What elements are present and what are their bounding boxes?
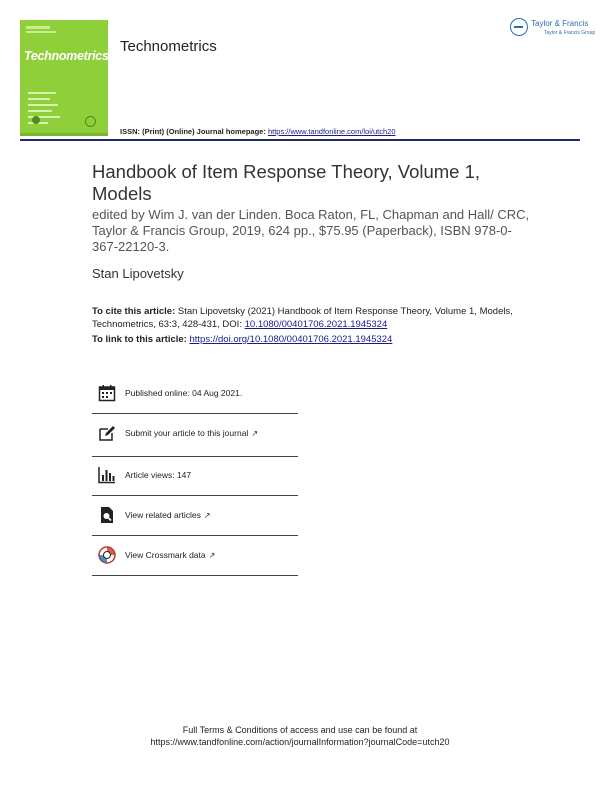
edit-icon [98, 424, 116, 442]
footer-terms-link[interactable]: https://www.tandfonline.com/action/journalInformation?journalCode=utch20 [150, 737, 450, 747]
row-divider [92, 495, 298, 496]
issn-prefix: ISSN: (Print) (Online) Journal homepage: [120, 127, 268, 136]
crossmark-row[interactable] [92, 542, 298, 570]
article-link-line [92, 334, 392, 345]
row-divider [92, 413, 298, 414]
article-views-row [92, 462, 298, 490]
cover-seal-icon [85, 116, 96, 127]
journal-name: Technometrics [120, 38, 217, 55]
external-link-icon: ↗ [251, 429, 259, 438]
article-url-link[interactable]: https://doi.org/10.1080/00401706.2021.1945324 [189, 334, 393, 345]
publisher-logo [510, 16, 596, 42]
related-articles-label[interactable]: View related articles ↗ [125, 510, 211, 520]
link-label: To link to this article: [92, 334, 190, 345]
footer-terms-text: Full Terms & Conditions of access and use can be found at [182, 725, 418, 735]
citation-text: Stan Lipovetsky (2021) Handbook of Item Response Theory, Volume 1, Models, Technometrics, 63:3, 428-431, DOI: [92, 306, 513, 330]
article-title: Handbook of Item Response Theory, Volume 1, Models [92, 161, 481, 204]
crossmark-icon [98, 546, 116, 564]
publisher-logo-icon [510, 18, 528, 36]
external-link-icon: ↗ [208, 551, 216, 560]
journal-homepage-link[interactable]: https://www.tandfonline.com/loi/utch20 [267, 127, 396, 136]
published-online-row [92, 380, 298, 408]
cover-title: Technometrics [24, 49, 109, 63]
article-subtitle: edited by Wim J. van der Linden. Boca Raton, FL, Chapman and Hall/ CRC, Taylor & Francis Group, 2019, 624 pp., $75.95 (Paperback), ISBN 978-0-367-22120-3. [92, 207, 530, 254]
cover-logo-icon [32, 116, 40, 124]
article-views-label: Article views: 147 [125, 470, 192, 480]
citation [92, 306, 522, 331]
row-divider [92, 535, 298, 536]
cover-decoration [26, 26, 50, 29]
bar-chart-icon [98, 466, 116, 484]
cover-decoration [26, 31, 56, 33]
calendar-icon [98, 384, 116, 402]
search-document-icon [98, 506, 116, 524]
footer [0, 724, 600, 748]
issn-line [120, 127, 396, 136]
cover-bar [20, 133, 108, 136]
journal-cover [20, 20, 108, 136]
crossmark-label[interactable]: View Crossmark data ↗ [125, 550, 216, 560]
published-online-label: Published online: 04 Aug 2021. [125, 388, 243, 398]
citation-label: To cite this article: [92, 306, 176, 317]
external-link-icon: ↗ [203, 511, 211, 520]
doi-link[interactable]: 10.1080/00401706.2021.1945324 [244, 318, 388, 330]
submit-article-label[interactable]: Submit your article to this journal ↗ [125, 428, 259, 438]
submit-article-row[interactable] [92, 420, 298, 448]
publisher-name: Taylor & Francis [531, 19, 589, 28]
article-author: Stan Lipovetsky [92, 266, 184, 281]
related-articles-row[interactable] [92, 502, 298, 530]
row-divider [92, 575, 298, 576]
publisher-subname: Taylor & Francis Group [544, 30, 596, 36]
header-rule [20, 139, 580, 141]
row-divider [92, 456, 298, 457]
